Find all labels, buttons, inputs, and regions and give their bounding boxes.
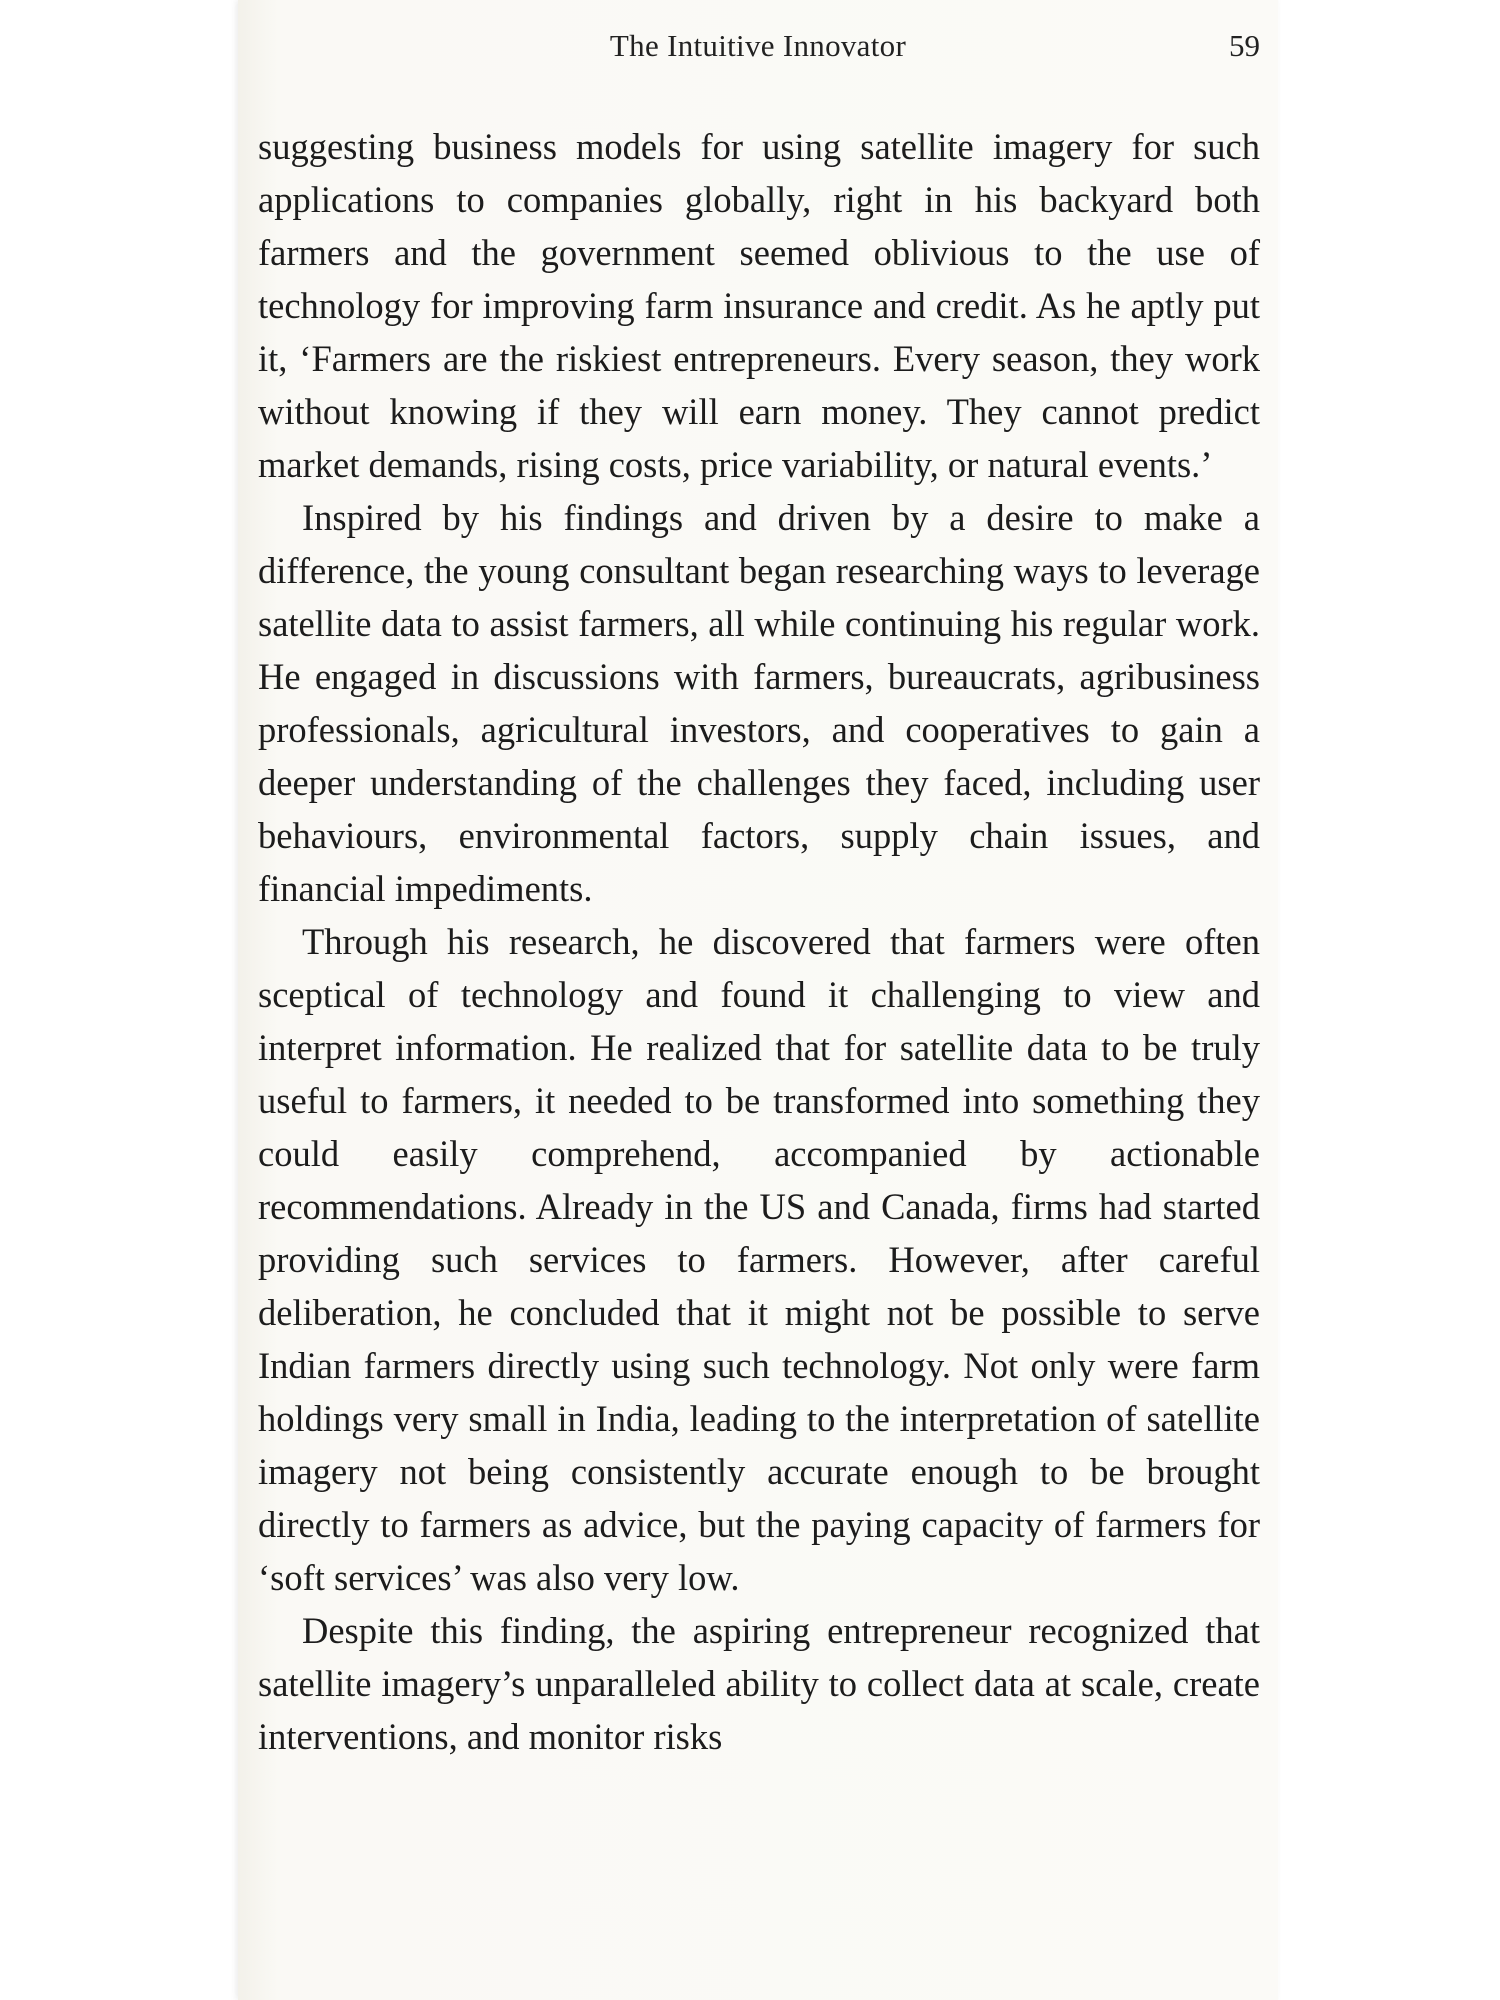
paragraph-2: Inspired by his findings and driven by a desire to make a difference, the young consultant began researching ways to leverage satellite data to assist farmers, all while continuing his regular work. He engaged in discussions with farmers, bureaucrats, agribusiness professionals, agricultural investors, and cooperatives to gain a deeper understanding of the challenges they faced, including user behaviours, environmental factors, supply chain issues, and financial impediments. bbox=[258, 497, 1260, 909]
paragraph-4: Despite this finding, the aspiring entrepreneur recognized that satellite imagery’s unparalleled ability to collect data at scale, create interventions, and monitor risks bbox=[258, 1610, 1260, 1757]
book-page bbox=[238, 0, 1278, 2000]
paragraph-1: suggesting business models for using satellite imagery for such applications to companies globally, right in his backyard both farmers and the government seemed oblivious to the use of technology for improving farm insurance and credit. As he aptly put it, ‘Farmers are the riskiest entrepreneurs. Every season, they work without knowing if they will earn money. They cannot predict market demands, rising costs, price variability, or natural events.’ bbox=[258, 126, 1260, 485]
page-number: 59 bbox=[1229, 28, 1260, 63]
paragraph-3: Through his research, he discovered that farmers were often sceptical of technology and found it challenging to view and interpret information. He realized that for satellite data to be truly useful to farmers, it needed to be transformed into something they could easily comprehend, accompanied by actionable recommendations. Already in the US and Canada, firms had started providing such services to farmers. However, after careful deliberation, he concluded that it might not be possible to serve Indian farmers directly using such technology. Not only were farm holdings very small in India, leading to the interpretation of satellite imagery not being consistently accurate enough to be brought directly to farmers as advice, but the paying capacity of farmers for ‘soft services’ was also very low. bbox=[258, 921, 1260, 1598]
chapter-title: The Intuitive Innovator bbox=[609, 28, 907, 63]
body-text bbox=[258, 120, 1260, 1763]
running-head bbox=[238, 28, 1278, 72]
